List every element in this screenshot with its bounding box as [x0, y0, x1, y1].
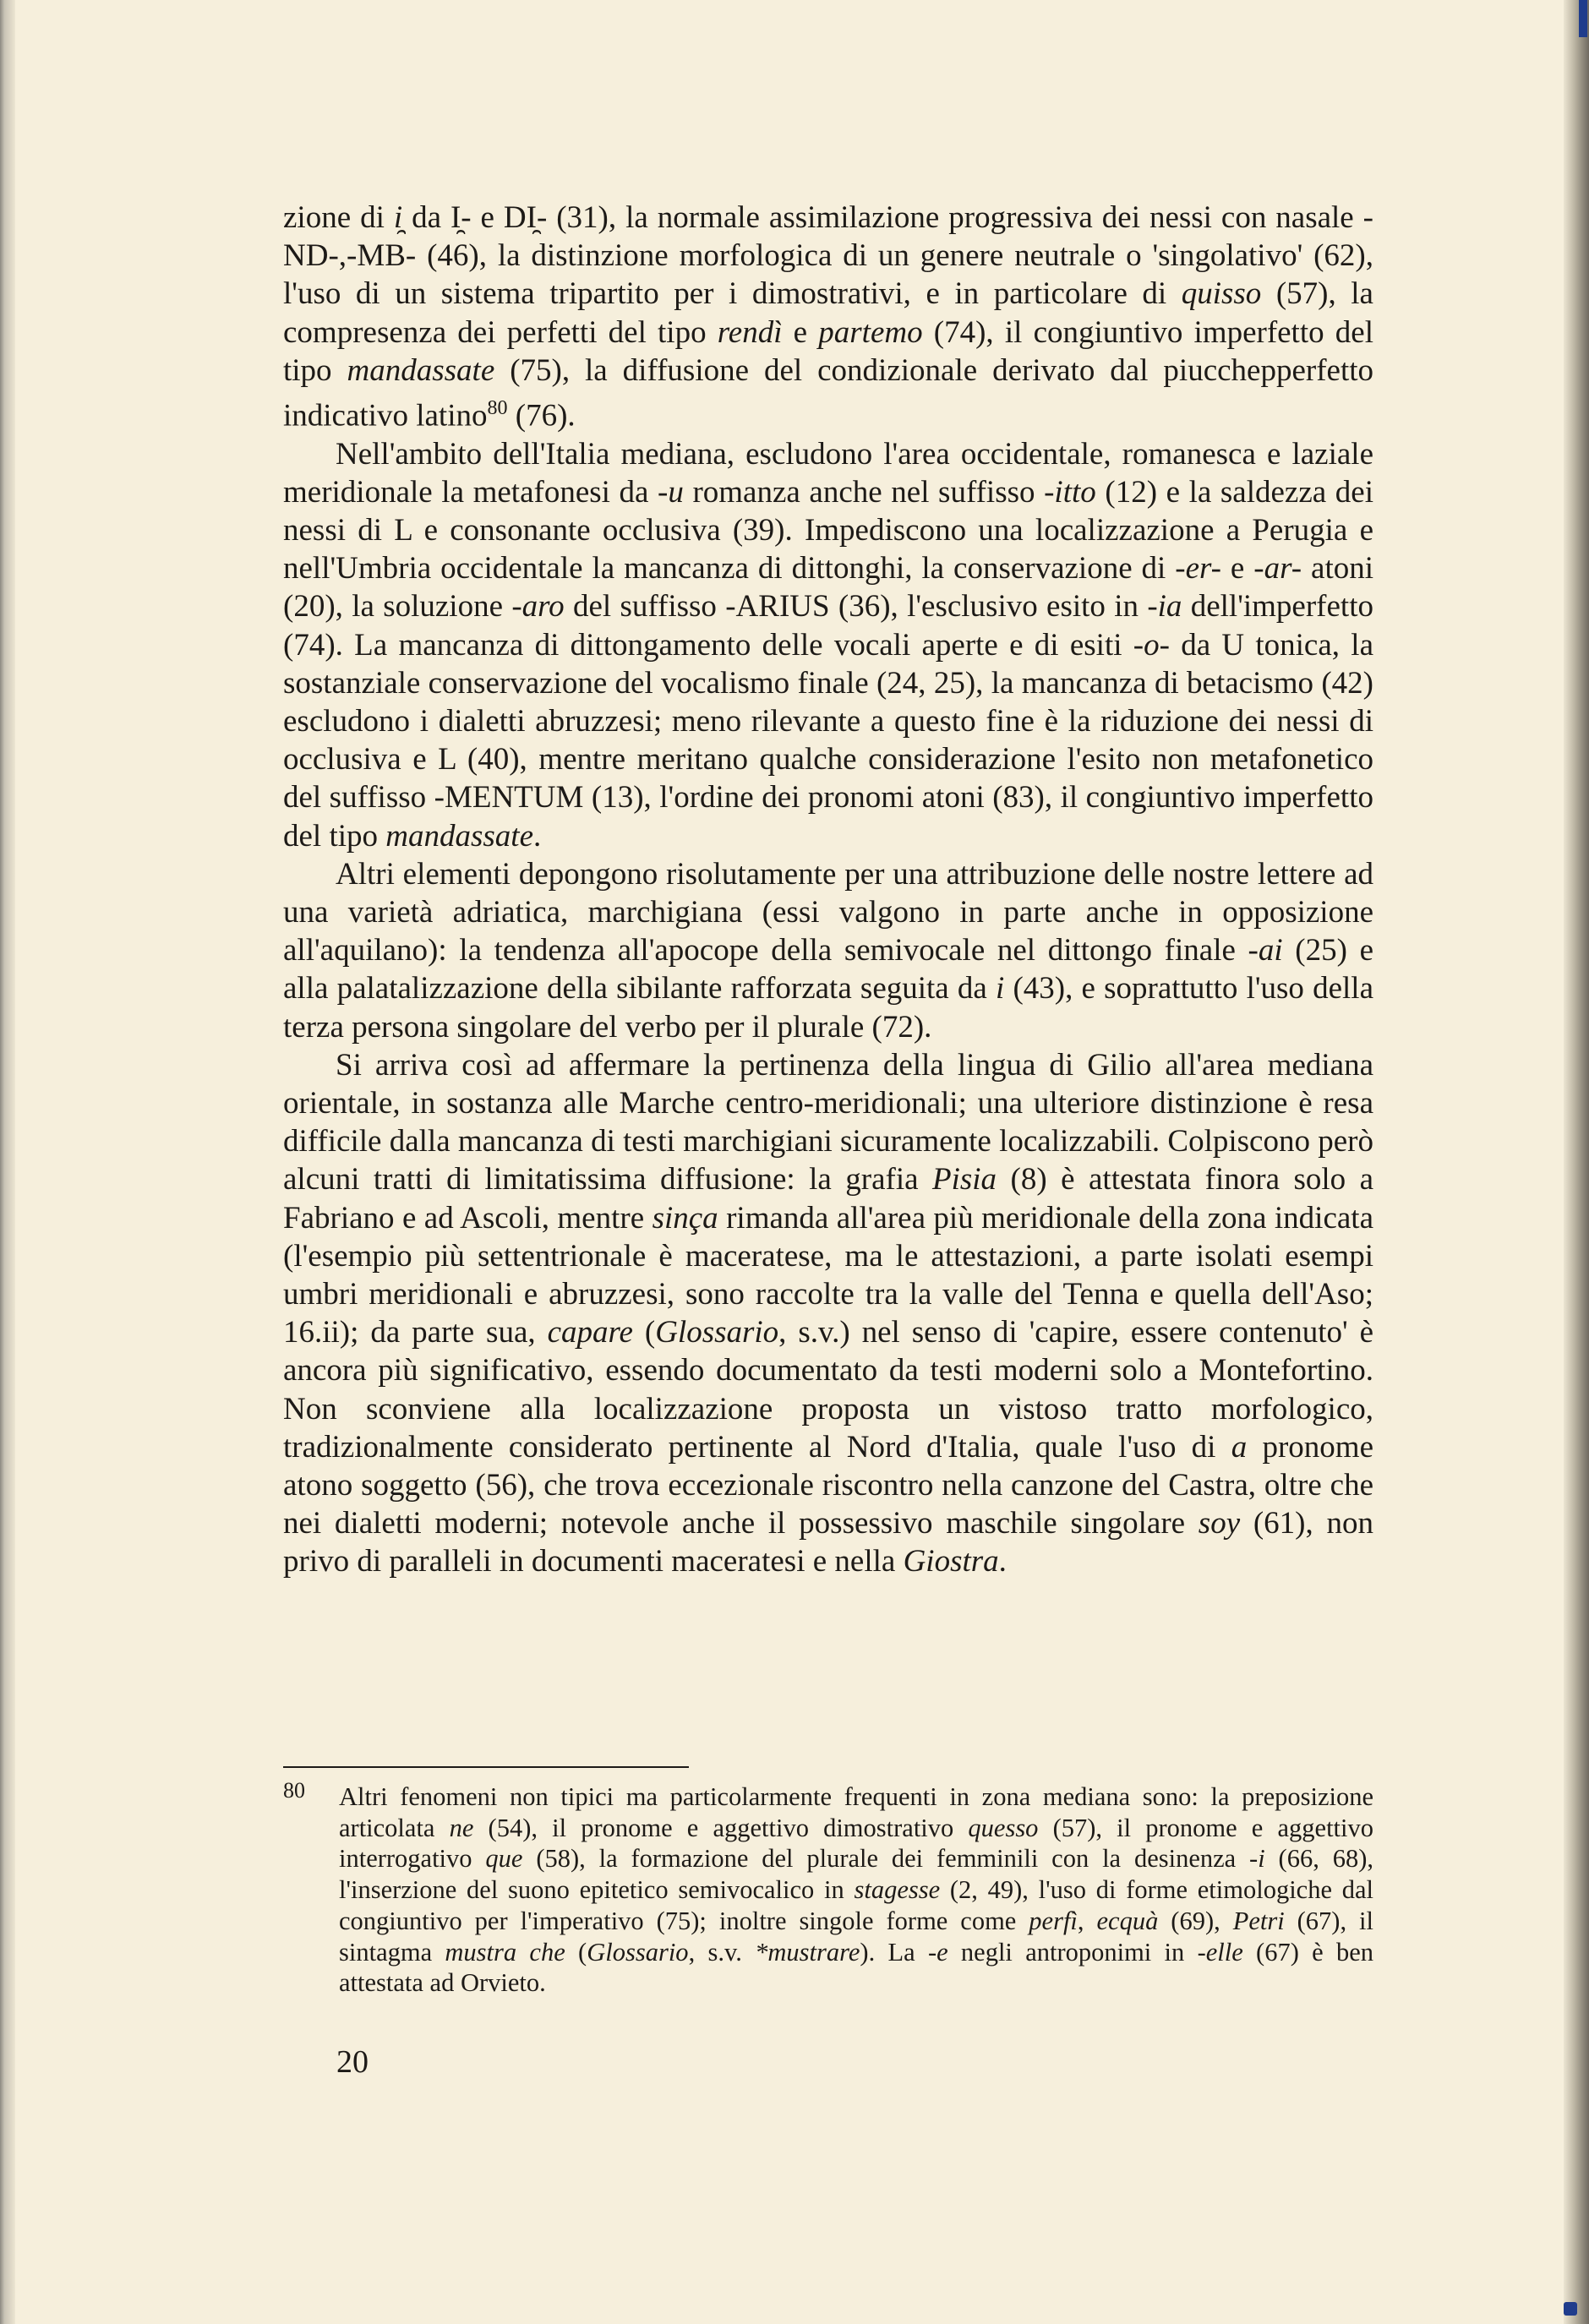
book-gutter-edge: [0, 0, 15, 2324]
footnote-text: Altri fenomeni non tipici ma particolarmente frequenti in zona mediana sono: la preposizione articolata ne (54), il pronome e aggettivo dimostrativo quesso (57), il pronome e aggettivo interrogativo que (58), la formazione del plurale dei femminili con la desinenza -i (66, 68), l'inserzione del suono epitetico semivocalico in stagesse (2, 49), l'uso di forme etimologiche dal congiuntivo per l'imperativo (75); inoltre singole forme come perfì, ecquà (69), Petri (67), il sintagma mustra che (Glossario, s.v. *mustrare). La -e negli antroponimi in -elle (67) è ben attestata ad Orvieto.: [339, 1782, 1374, 1998]
body-text: [283, 199, 1373, 1581]
paragraph-4: Si arriva così ad affermare la pertinenza della lingua di Gilio all'area mediana orientale, in sostanza alle Marche centro-meridionali; una ulteriore distinzione è resa difficile dalla mancanza di testi marchigiani sicuramente localizzabili. Colpiscono però alcuni tratti di limitatissima diffusione: la grafia Pisia (8) è attestata finora solo a Fabriano e ad Ascoli, mentre sinça rimanda all'area più meridionale della zona indicata (l'esempio più settentrionale è maceratese, ma le attestazioni, a parte isolati esempi umbri meridionali e abruzzesi, sono raccolte tra la valle del Tenna e quella dell'Aso; 16.ii); da parte sua, capare (Glossario, s.v.) nel senso di 'capire, essere contenuto' è ancora più significativo, essendo documentato da testi moderni solo a Montefortino. Non sconviene alla localizzazione proposta un vistoso tratto morfologico, tradizionalmente considerato pertinente al Nord d'Italia, quale l'uso di a pronome atono soggetto (56), che trova eccezionale riscontro nella canzone del Castra, oltre che nei dialetti moderni; notevole anche il possessivo maschile singolare soy (61), non privo di paralleli in documenti maceratesi e nella Giostra.: [283, 1047, 1374, 1579]
paragraph-1: zione di i̯ da I̯- e DI̯- (31), la normale assimilazione progressiva dei nessi con nasale -ND-,-MB- (46), la distinzione morfologica di un genere neutrale o 'singolativo' (62), l'uso di un sistema tripartito per i dimostrativi, e in particolare di quisso (57), la compresenza dei perfetti del tipo rendì e partemo (74), il congiuntivo imperfetto del tipo mandassate (75), la diffusione del condizionale derivato dal piucchepperfetto indicativo latino$^{80}$ (76).: [283, 200, 1374, 434]
footnote: [283, 1778, 1374, 1999]
paragraph-3: Altri elementi depongono risolutamente per una attribuzione delle nostre lettere ad una varietà adriatica, marchigiana (essi valgono in parte anche in opposizione all'aquilano): la tendenza all'apocope della semivocale nel dittongo finale -ai (25) e alla palatalizzazione della sibilante rafforzata seguita da i (43), e soprattutto l'uso della terza persona singolare del verbo per il plurale (72).: [283, 856, 1374, 1045]
footnote-number: 80: [283, 1778, 305, 1803]
page-fore-edge: [1564, 0, 1589, 2324]
footnote-separator: [283, 1766, 689, 1768]
page-number: 20: [336, 2044, 369, 2080]
scan-marker-top: [1579, 0, 1587, 37]
paragraph-2: Nell'ambito dell'Italia mediana, escludono l'area occidentale, romanesca e laziale meridionale la metafonesi da -u romanza anche nel suffisso -itto (12) e la saldezza dei nessi di L e consonante occlusiva (39). Impediscono una localizzazione a Perugia e nell'Umbria occidentale la mancanza di dittonghi, la conservazione di -er- e -ar- atoni (20), la soluzione -aro del suffisso -ARIUS (36), l'esclusivo esito in -ia dell'imperfetto (74). La mancanza di dittongamento delle vocali aperte e di esiti -o- da U tonica, la sostanziale conservazione del vocalismo finale (24, 25), la mancanza di betacismo (42) escludono i dialetti abruzzesi; meno rilevante a questo fine è la riduzione dei nessi di occlusiva e L (40), mentre meritano qualche considerazione l'esito non metafonetico del suffisso -MENTUM (13), l'ordine dei pronomi atoni (83), il congiuntivo imperfetto del tipo mandassate.: [283, 436, 1373, 854]
scan-marker-bottom: [1564, 2302, 1577, 2316]
